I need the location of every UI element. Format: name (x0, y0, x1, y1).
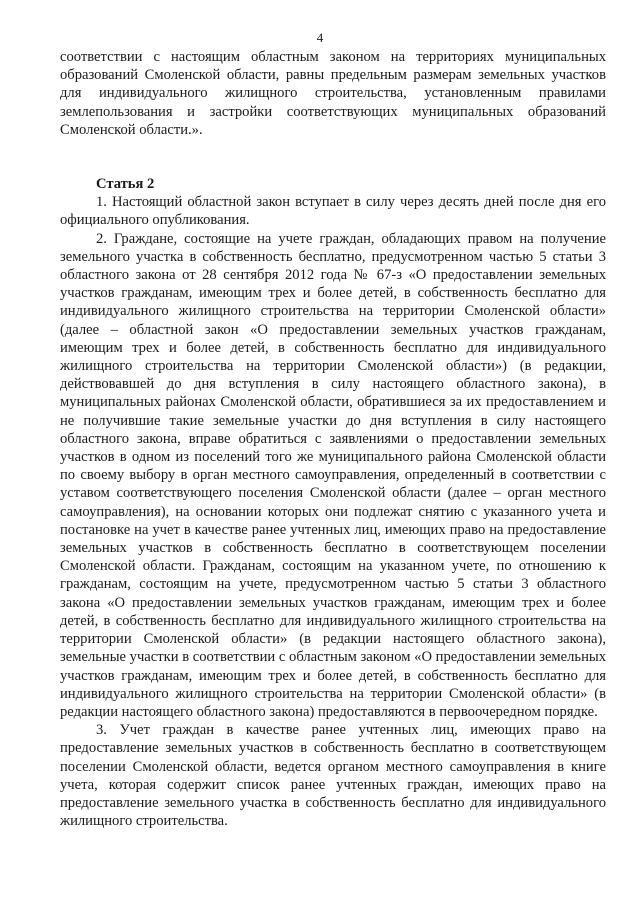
page-number: 4 (316, 30, 324, 45)
document-body (60, 48, 606, 830)
paragraph-3: 3. Учет граждан в качестве ранее учтенных лиц, имеющих право на предоставление земельных участков в собственность бесплатно в соответствующем поселении Смоленской области, ведется органом местного самоуправления в книге учета, которая содержит список ранее учтенных граждан, имеющих право на предоставление земельного участка в собственность бесплатно для индивидуального жилищного строительства. (60, 722, 606, 830)
paragraph-1: 1. Настоящий областной закон вступает в силу через десять дней после дня его официального опубликования. (60, 194, 606, 229)
intro-paragraph: соответствии с настоящим областным законом на территориях муниципальных образований Смоленской области, равны предельным размерам земельных участков для индивидуального жилищного строительства, установленным правилами землепользования и застройки соответствующих муниципальных образований Смоленской области.». (60, 49, 606, 138)
article-title: Статья 2 (96, 176, 155, 193)
paragraph-2: 2. Граждане, состоящие на учете граждан, обладающих правом на получение земельного участка в собственность бесплатно, предусмотренном частью 5 статьи 3 областного закона от 28 сентября 2012 года № 67-з «О предоставлении земельных участков гражданам, имеющим трех и более детей, в собственность бесплатно для индивидуального жилищного строительства на территории Смоленской области» (далее – областной закон «О предоставлении земельных участков гражданам, имеющим трех и более детей, в собственность бесплатно для индивидуального жилищного строительства на территории Смоленской области») (в редакции, действовавшей до дня вступления в силу настоящего областного закона), в муниципальных районах Смоленской области, обратившиеся за их предоставлением и не получившие такие земельные участки до дня вступления в силу настоящего областного закона, вправе обратиться с заявлениями о предоставлении земельных участков в одном из поселений того же муниципального района Смоленской области по своему выбору в орган местного самоуправления, определенный в соответствии с уставом соответствующего поселения Смоленской области (далее – орган местного самоуправления), на основании которых они подлежат снятию с указанного учета и постановке на учет в качестве ранее учтенных лиц, имеющих право на предоставление земельных участков в собственность бесплатно в соответствующем поселении Смоленской области. Гражданам, состоящим на указанном учете, по отношению к гражданам, состоящим на учете, предусмотренном частью 5 статьи 3 областного закона «О предоставлении земельных участков гражданам, имеющим трех и более детей, в собственность бесплатно для индивидуального жилищного строительства на территории Смоленской области» (в редакции настоящего областного закона), земельные участки в соответствии с областным законом «О предоставлении земельных участков гражданам, имеющим трех и более детей, в собственность бесплатно для индивидуального жилищного строительства на территории Смоленской области» (в редакции настоящего областного закона) предоставляются в первоочередном порядке. (60, 230, 606, 720)
